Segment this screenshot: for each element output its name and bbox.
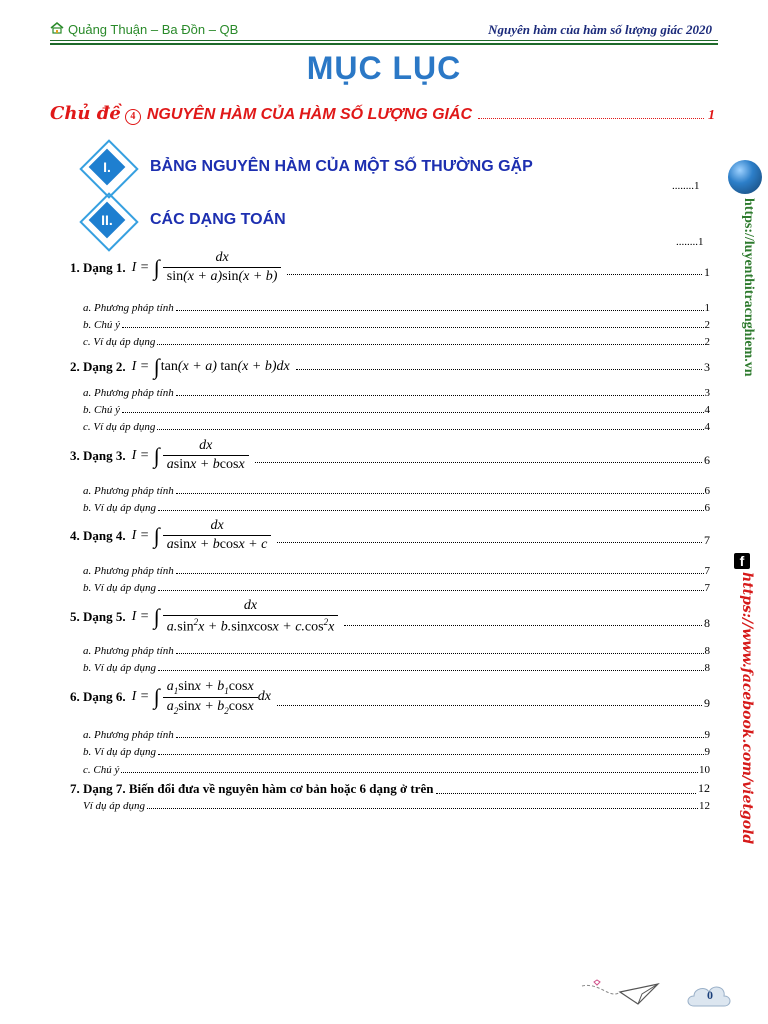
page-title: MỤC LỤC — [306, 50, 462, 86]
globe-icon — [728, 160, 762, 194]
website-link[interactable]: https://luyenthitracnghiem.vn — [741, 198, 756, 377]
section-title: CÁC DẠNG TOÁN — [150, 211, 286, 228]
toc-sub-item[interactable]: a. Phương pháp tính 6 — [83, 485, 710, 497]
toc-sub-item[interactable]: Ví dụ áp dụng 12 — [83, 800, 710, 812]
section-2[interactable] — [80, 193, 286, 247]
toc-dang-7[interactable]: 7. Dạng 7. Biến đổi đưa về nguyên hàm cơ bản hoặc 6 dạng ở trên 12 — [70, 781, 710, 796]
page-number: 1 — [708, 108, 715, 123]
chude-number: 4 — [125, 109, 141, 125]
toc-sub-item[interactable]: a. Phương pháp tính 3 — [83, 387, 710, 399]
toc-sub-item[interactable]: b. Chú ý 4 — [83, 404, 710, 416]
header-rule-thick — [50, 43, 718, 45]
house-icon — [50, 22, 64, 37]
toc-dang-2[interactable]: 2. Dạng 2. I = ∫ tan (x + a) tan (x + b)dx 3 — [70, 354, 710, 379]
diamond-badge-icon: II. — [80, 193, 134, 247]
formula: I = ∫ $\frac{dx}{a.\sin^2x + b.sinxcosx + c.\cos^2x}$ — [132, 598, 339, 636]
toc-sub-item[interactable]: a. Phương pháp tính 7 — [83, 565, 710, 577]
header-left-text: Quảng Thuận – Ba Đồn – QB — [68, 22, 239, 37]
section-title: BẢNG NGUYÊN HÀM CỦA MỘT SỐ THƯỜNG GẶP — [150, 158, 533, 175]
diamond-badge-icon: I. — [80, 140, 134, 194]
leader-dots — [478, 118, 704, 119]
facebook-icon: f — [734, 553, 750, 569]
toc-dang-3[interactable]: 3. Dạng 3. I = ∫ $\frac{dx}{asinx + bcosx}$ 6 — [70, 438, 710, 472]
header-right-text: Nguyên hàm của hàm số lượng giác 2020 — [488, 22, 712, 37]
facebook-link[interactable]: https://www.facebook.com/vietgold — [739, 572, 755, 845]
toc-sub-item[interactable]: c. Ví dụ áp dụng 4 — [83, 421, 710, 433]
toc-dang-6[interactable]: 6. Dạng 6. I = ∫ $\frac{a_1\sin x + b_1\cos x}{a_2\sin x + b_2\cos x}$ dx 9 — [70, 679, 710, 716]
toc-sub-item[interactable]: b. Ví dụ áp dụng 6 — [83, 502, 710, 514]
header-author — [50, 22, 238, 37]
toc-dang-1[interactable]: 1. Dạng 1. I = ∫ $\frac{dx}{\sin(x + a)\sin(x + b)}$ 1 — [70, 250, 710, 284]
toc-sub-item[interactable]: a. Phương pháp tính 9 — [83, 729, 710, 741]
toc-sub-item[interactable]: b. Chú ý 2 — [83, 319, 710, 331]
toc-sub-item[interactable]: b. Ví dụ áp dụng 8 — [83, 662, 710, 674]
formula: I = ∫ $\frac{a_1\sin x + b_1\cos x}{a_2\sin x + b_2\cos x}$ dx — [131, 679, 271, 716]
section-1-page: ........1 — [672, 180, 700, 192]
toc-sub-item[interactable]: c. Chú ý 10 — [83, 764, 710, 776]
toc-sub-item[interactable]: a. Phương pháp tính 1 — [83, 302, 710, 314]
toc-sub-item[interactable]: b. Ví dụ áp dụng 9 — [83, 746, 710, 758]
toc-sub-item[interactable]: c. Ví dụ áp dụng 2 — [83, 336, 710, 348]
toc-dang-4[interactable]: 4. Dạng 4. I = ∫ $\frac{dx}{asinx + bcosx + c}$ 7 — [70, 518, 710, 552]
page-number-footer: 0 — [707, 988, 713, 1002]
toc-sub-item[interactable]: b. Ví dụ áp dụng 7 — [83, 582, 710, 594]
header-rule — [50, 40, 718, 41]
chude-name: NGUYÊN HÀM CỦA HÀM SỐ LƯỢNG GIÁC — [146, 106, 473, 123]
chude-script: Chủ đề — [50, 103, 121, 124]
formula: I = ∫ $\frac{dx}{asinx + bcosx + c}$ — [132, 518, 272, 553]
paper-plane-icon — [580, 978, 690, 1012]
formula: I = ∫ $\frac{dx}{asinx + bcosx}$ — [132, 438, 249, 473]
formula: I = ∫ $\frac{dx}{\sin(x + a)\sin(x + b)}$ — [132, 250, 282, 285]
toc-chude[interactable] — [50, 103, 715, 125]
toc-sub-item[interactable]: a. Phương pháp tính 8 — [83, 645, 710, 657]
section-1[interactable] — [80, 140, 533, 194]
toc-dang-5[interactable]: 5. Dạng 5. I = ∫ $\frac{dx}{a.\sin^2x + b.sinxcosx + c.\cos^2x}$ 8 — [70, 598, 710, 635]
formula: I = ∫ tan (x + a) tan (x + b)dx — [131, 354, 290, 379]
section-2-page: ........1 — [676, 236, 704, 248]
